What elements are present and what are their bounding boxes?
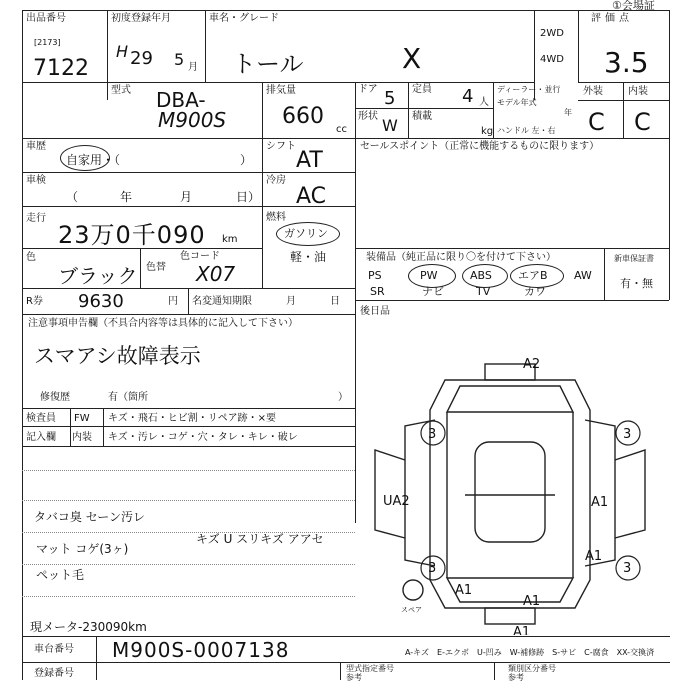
class-label: 類別区分番号 — [508, 664, 556, 673]
fuel-label: 燃料 — [266, 212, 286, 223]
divider — [408, 82, 409, 138]
divider — [22, 138, 669, 139]
divider — [355, 248, 669, 249]
grade: X — [402, 42, 422, 75]
model-name: トール — [232, 50, 304, 78]
displacement-label: 排気量 — [266, 85, 296, 96]
circle-airbag — [510, 264, 564, 288]
evaluation-label: 評価点 — [591, 13, 633, 24]
notice-month: 月 — [286, 296, 296, 307]
color-swap-label: 色替 — [146, 262, 166, 273]
lot-sub: [2173] — [34, 38, 61, 47]
memo-line — [22, 470, 355, 471]
notes-value: スマアシ故障表示 — [34, 344, 201, 368]
fuel-value: ガソリン — [284, 227, 328, 240]
divider — [103, 408, 104, 446]
memo-line — [22, 596, 355, 597]
divider — [188, 288, 189, 314]
divider — [493, 82, 494, 138]
notice-day: 日 — [330, 296, 340, 307]
exterior-value: C — [588, 108, 605, 136]
delivery-label: 後日品 — [360, 306, 390, 317]
divider — [262, 82, 263, 138]
mileage-unit: km — [222, 234, 238, 245]
fuel-alt: 軽・油 — [290, 250, 327, 264]
interior-value: C — [634, 108, 651, 136]
reg-label: 登録番号 — [34, 668, 74, 679]
history-close: ） — [240, 153, 253, 167]
type-value-1: DBA- — [156, 88, 206, 112]
type-value-2: M900S — [158, 108, 227, 132]
inspection-open: （ — [66, 190, 79, 204]
drive-2wd: 2WD — [540, 28, 564, 39]
ref-2: 参考 — [508, 673, 524, 682]
memo-4: キズ U スリキズ アアセ — [196, 532, 324, 546]
load-unit: kg — [481, 126, 494, 137]
divider — [22, 314, 355, 315]
memo-line — [22, 500, 355, 501]
divider — [22, 636, 670, 637]
color-value: ブラック — [58, 264, 138, 288]
doors-value: 5 — [384, 88, 396, 109]
mark-a2-top: A2 — [523, 357, 541, 372]
mark-a1-right: A1 — [591, 495, 609, 510]
equip-tv: TV — [476, 285, 491, 298]
first-reg-era: H — [116, 42, 129, 61]
memo-5: 現メータ-230090km — [30, 620, 147, 634]
shift-label: シフト — [266, 141, 296, 152]
mark-a1-rear: A1 — [523, 594, 541, 609]
first-reg-month: 5 — [174, 50, 185, 69]
mark-3-rr: 3 — [623, 561, 632, 576]
memo-2: マット コゲ(3ヶ) — [36, 542, 129, 556]
mark-a1-bottom: A1 — [513, 625, 531, 635]
divider — [107, 10, 108, 100]
mileage-value: 23万0千090 — [58, 221, 206, 249]
divider — [355, 108, 493, 109]
mark-3-fr: 3 — [623, 427, 632, 442]
equip-aw: AW — [574, 269, 592, 282]
divider — [140, 248, 141, 288]
circle-abs — [462, 264, 508, 288]
model-name-label: 車名・グレード — [209, 13, 279, 24]
evaluation-value: 3.5 — [604, 46, 649, 79]
diagram-legend: A-キズ E-エクボ U-凹み W-補修跡 S-サビ C-腐食 XX-交換済 — [405, 648, 655, 657]
chassis-value: M900S-0007138 — [112, 638, 290, 662]
color-label: 色 — [26, 252, 36, 263]
notes-label: 注意事項申告欄（不具合内容等は具体的に記入して下さい） — [28, 318, 298, 329]
equip-navi: ナビ — [422, 285, 444, 298]
divider — [604, 248, 605, 300]
inspector-fw: FW — [74, 413, 90, 424]
aircon-value: AC — [296, 184, 327, 209]
first-reg-label: 初度登録年月 — [111, 13, 171, 24]
drive-4wd: 4WD — [540, 54, 564, 65]
warranty-label: 新車保証書 — [614, 254, 654, 263]
ref-1: 参考 — [346, 673, 362, 682]
notice-label: 名変通知期限 — [192, 296, 252, 307]
inspection-label: 車検 — [26, 175, 46, 186]
first-reg-year: 29 — [130, 48, 153, 69]
divider — [70, 408, 71, 446]
fuel-circle — [276, 222, 340, 246]
type-spec-label: 型式指定番号 — [346, 664, 394, 673]
repair-label: 修復歴 — [40, 392, 70, 403]
lot-label: 出品番号 — [26, 13, 66, 24]
equip-sr: SR — [370, 285, 385, 298]
repair-value: 有（箇所 — [108, 392, 148, 403]
displacement-value: 660 — [282, 104, 324, 129]
inspection-month: 月 — [180, 190, 193, 204]
divider — [578, 10, 579, 82]
capacity-value: 4 — [462, 86, 474, 107]
first-reg-month-unit: 月 — [188, 62, 198, 73]
chassis-label: 車台番号 — [34, 644, 74, 655]
equip-abs: ABS — [470, 269, 492, 282]
divider — [623, 82, 624, 138]
lot-number: 7122 — [33, 56, 89, 81]
circle-pw — [408, 264, 456, 288]
car-body-diagram[interactable] — [365, 350, 665, 635]
capacity-label: 定員 — [412, 84, 432, 95]
divider — [340, 662, 341, 680]
history-circle — [60, 145, 110, 171]
warranty-value: 有・無 — [620, 277, 653, 290]
divider — [22, 82, 534, 83]
divider — [262, 138, 263, 288]
divider — [22, 446, 355, 447]
inspector-interior: 内装 — [72, 432, 92, 443]
type-label: 型式 — [111, 85, 131, 96]
handle-label: ハンドル 左・右 — [497, 126, 556, 135]
displacement-unit: cc — [336, 124, 347, 135]
top-right-note: ①会場証 — [612, 0, 655, 12]
interior-label: 内装 — [628, 86, 648, 97]
divider — [22, 662, 670, 663]
equipment-label: 装備品（純正品に限り〇を付けて下さい） — [366, 252, 556, 263]
divider — [22, 426, 355, 427]
equip-airbag: エアB — [518, 269, 548, 282]
mark-3-rl: 3 — [428, 561, 437, 576]
inspector-row1-text: キズ・飛石・ヒビ割・リペア跡・×要 — [108, 413, 276, 424]
capacity-unit: 人 — [479, 97, 489, 108]
repair-close: ） — [338, 392, 348, 403]
mileage-label: 走行 — [26, 213, 46, 224]
model-year-label: モデル年式 — [497, 98, 537, 107]
frame-right — [669, 10, 670, 300]
shape-label: 形状 — [358, 111, 378, 122]
mark-a1-rear-left: A1 — [455, 583, 473, 598]
history-value: 自家用・（ — [66, 153, 121, 167]
memo-3: ペット毛 — [36, 568, 85, 582]
r-value: 9630 — [78, 291, 124, 312]
frame-top — [22, 10, 670, 11]
spare-label: スペア — [401, 606, 422, 614]
memo-1: タバコ臭 セーン汚レ — [34, 510, 145, 524]
dealer-label: ディーラー・並行 — [497, 85, 561, 94]
aircon-label: 冷房 — [266, 175, 286, 186]
inspector-row2-text: キズ・汚レ・コゲ・穴・タレ・キレ・破レ — [108, 432, 298, 443]
divider — [96, 636, 97, 680]
divider — [355, 138, 356, 523]
divider — [205, 10, 206, 82]
exterior-label: 外装 — [583, 86, 603, 97]
inspector-label-1: 検査員 — [26, 413, 56, 424]
equip-leather: カワ — [524, 285, 546, 298]
divider — [22, 408, 355, 409]
r-label: R券 — [26, 296, 43, 307]
inspection-year: 年 — [120, 190, 133, 204]
model-year-unit: 年 — [564, 108, 572, 117]
mark-3-fl: 3 — [428, 427, 437, 442]
color-code-label: 色コード — [180, 251, 220, 262]
equip-ps: PS — [368, 269, 382, 282]
shift-value: AT — [296, 148, 323, 173]
divider — [494, 662, 495, 680]
inspection-day: 日） — [236, 190, 261, 204]
frame-left — [22, 10, 23, 680]
divider — [355, 300, 669, 301]
mark-ua2: UA2 — [383, 494, 410, 509]
doors-label: ドア — [358, 84, 378, 95]
sales-point-label: セールスポイント（正常に機能するものに限ります） — [360, 141, 600, 152]
memo-line — [22, 564, 355, 565]
shape-value: W — [382, 116, 398, 135]
mark-a1-rr: A1 — [585, 549, 603, 564]
divider — [355, 82, 356, 138]
inspector-label-2: 記入欄 — [26, 432, 56, 443]
r-unit: 円 — [168, 296, 178, 307]
equip-pw: PW — [420, 269, 438, 282]
history-label: 車歴 — [26, 141, 46, 152]
load-label: 積載 — [412, 111, 432, 122]
color-code-value: X07 — [196, 262, 236, 286]
